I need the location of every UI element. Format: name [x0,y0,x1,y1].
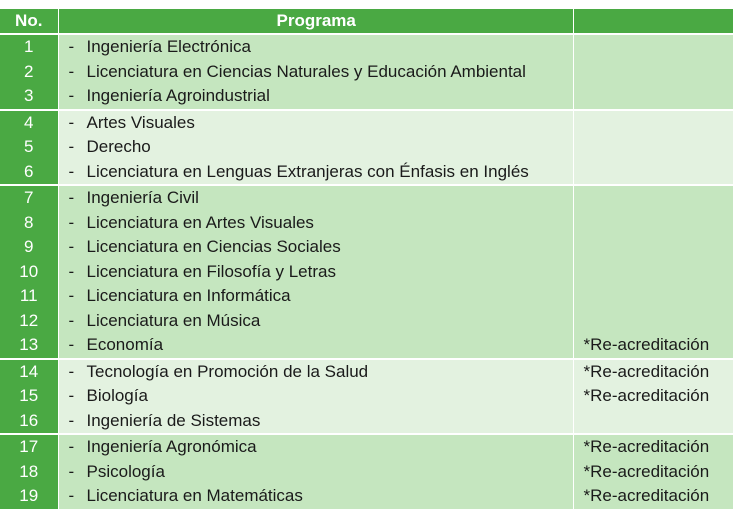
row-number: 17 [0,434,58,460]
bullet-dash: - [68,61,75,81]
program-name: Licenciatura en Matemáticas [86,486,303,506]
program-cell [58,160,573,186]
bullet-dash: - [68,212,75,232]
table-row [0,160,733,186]
accreditation-note: *Re-acreditación [573,384,733,409]
row-number: 7 [0,185,58,211]
program-cell [58,185,573,211]
row-number: 18 [0,460,58,485]
program-name: Ingeniería Electrónica [86,37,251,57]
table-row [0,34,733,60]
table-row [0,333,733,359]
accreditation-note: *Re-acreditación [573,460,733,485]
row-number: 1 [0,34,58,60]
program-cell [58,110,573,136]
program-cell [58,260,573,285]
bullet-dash: - [68,386,75,406]
bullet-dash: - [68,112,75,132]
row-number: 3 [0,84,58,110]
program-cell [58,135,573,160]
program-name: Derecho [86,137,151,157]
bullet-dash: - [68,437,75,457]
bullet-dash: - [68,335,75,355]
accreditation-note: *Re-acreditación [573,359,733,385]
accreditation-note [573,260,733,285]
row-number: 11 [0,284,58,309]
accreditation-note: *Re-acreditación [573,434,733,460]
header-programa: Programa [58,9,573,34]
programs-table [0,9,733,509]
accreditation-note: *Re-acreditación [573,484,733,509]
bullet-dash: - [68,361,75,381]
accreditation-note [573,309,733,334]
program-cell [58,333,573,359]
program-name: Licenciatura en Informática [86,286,291,306]
accreditation-note [573,160,733,186]
program-name: Licenciatura en Música [86,310,261,330]
table-body [0,34,733,509]
row-number: 13 [0,333,58,359]
table-row [0,460,733,485]
row-number: 10 [0,260,58,285]
bullet-dash: - [68,188,75,208]
bullet-dash: - [68,310,75,330]
accreditation-note [573,135,733,160]
program-cell [58,484,573,509]
row-number: 14 [0,359,58,385]
program-cell [58,359,573,385]
table-row [0,135,733,160]
header-extra [573,9,733,34]
bullet-dash: - [68,410,75,430]
program-name: Ingeniería de Sistemas [86,410,261,430]
program-name: Ingeniería Agronómica [86,437,257,457]
table-row [0,384,733,409]
table-row [0,434,733,460]
table-header-row [0,9,733,34]
program-name: Licenciatura en Ciencias Naturales y Educación Ambiental [86,61,526,81]
program-cell [58,384,573,409]
bullet-dash: - [68,86,75,106]
row-number: 16 [0,409,58,435]
bullet-dash: - [68,261,75,281]
bullet-dash: - [68,137,75,157]
accreditation-note [573,409,733,435]
bullet-dash: - [68,161,75,181]
row-number: 5 [0,135,58,160]
program-name: Licenciatura en Filosofía y Letras [86,261,336,281]
accreditation-note [573,235,733,260]
program-name: Tecnología en Promoción de la Salud [86,361,369,381]
table-row [0,409,733,435]
row-number: 6 [0,160,58,186]
program-cell [58,309,573,334]
accreditation-note: *Re-acreditación [573,333,733,359]
bullet-dash: - [68,486,75,506]
program-cell [58,434,573,460]
program-name: Licenciatura en Lenguas Extranjeras con Énfasis en Inglés [86,161,529,181]
table-row [0,185,733,211]
header-no: No. [0,9,58,34]
bullet-dash: - [68,461,75,481]
bullet-dash: - [68,37,75,57]
row-number: 15 [0,384,58,409]
program-name: Licenciatura en Ciencias Sociales [86,237,341,257]
bullet-dash: - [68,237,75,257]
accreditation-note [573,34,733,60]
row-number: 4 [0,110,58,136]
table-row [0,309,733,334]
accreditation-note [573,211,733,236]
accreditation-note [573,110,733,136]
row-number: 2 [0,60,58,85]
accreditation-note [573,284,733,309]
table-row [0,484,733,509]
program-name: Psicología [86,461,165,481]
table-row [0,110,733,136]
program-cell [58,460,573,485]
program-name: Artes Visuales [86,112,195,132]
table-row [0,235,733,260]
row-number: 12 [0,309,58,334]
program-name: Economía [86,335,164,355]
accreditation-note [573,84,733,110]
table-row [0,359,733,385]
table-row [0,84,733,110]
program-cell [58,235,573,260]
row-number: 9 [0,235,58,260]
row-number: 8 [0,211,58,236]
program-name: Ingeniería Civil [86,188,199,208]
program-cell [58,84,573,110]
row-number: 19 [0,484,58,509]
program-cell [58,34,573,60]
table-row [0,260,733,285]
program-name: Licenciatura en Artes Visuales [86,212,314,232]
program-name: Biología [86,386,148,406]
table-row [0,284,733,309]
program-cell [58,211,573,236]
program-cell [58,409,573,435]
accreditation-note [573,185,733,211]
table-row [0,60,733,85]
accreditation-note [573,60,733,85]
program-cell [58,60,573,85]
table-row [0,211,733,236]
program-name: Ingeniería Agroindustrial [86,86,270,106]
program-cell [58,284,573,309]
bullet-dash: - [68,286,75,306]
